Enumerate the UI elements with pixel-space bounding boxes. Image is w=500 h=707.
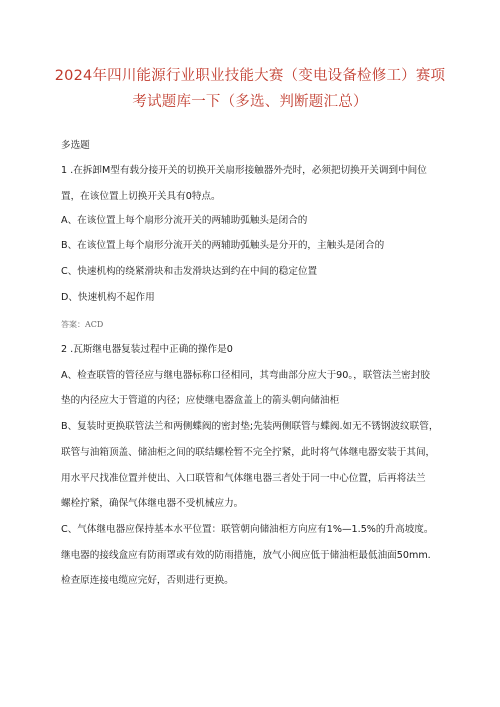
document-title-line-2: 考试题库一下（多选、判断题汇总） [132,94,368,110]
question-2-option-b-line-4: 螺栓拧紧，确保气体继电器不受机械应力。 [61,498,244,509]
question-2-option-b-line-3: 用水平尺找准位置并使出、入口联管和气体继电器三者处于同一中心位置，后再将法兰 [61,473,426,484]
section-heading: 多选题 [61,140,90,151]
question-1-answer: 答案：ACD [61,320,104,329]
question-2-option-b-line-1: B、复装时更换联管法兰和两侧蝶阀的密封垫;先装两侧联管与蝶阀.如无不锈钢波纹联管， [61,421,439,432]
question-2-option-a-line-1: A、检查联管的管径应与继电器标称口径相同，其弯曲部分应大于90。，联管法兰密封胶 [61,370,430,381]
question-2-option-b-line-2: 联管与油箱顶盖、储油柜之间的联结螺栓暂不完全拧紧，此时将气体继电器安装于其间， [61,447,436,458]
question-1-option-a: A、在该位置上每个扇形分流开关的两辅助弧触头是闭合的 [61,215,308,226]
question-2-option-a-line-2: 垫的内径应大于管道的内径；应使继电器盒盖上的箭头朝向储油柜 [61,395,340,406]
document-title-line-1: 2024年四川能源行业职业技能大赛（变电设备检修工）赛项 [54,68,446,84]
question-1-option-b: B、在该位置上每个扇形分流开关的两辅助弧触头是分开的，主触头是闭合的 [61,240,385,251]
question-1-stem-line-2: 置，在该位置上切换开关具有0特点。 [61,191,221,202]
question-2-option-c-line-2: 继电器的接线盒应有防雨罩或有效的防雨措施，放气小阀应低于储油柜最低油面50mm. [61,550,431,561]
question-2-option-c-line-1: C、气体继电器应保持基本水平位置：联管朝向储油柜方向应有1%—1.5%的升高坡度。 [61,524,434,535]
question-1-stem-line-1: 1 .在拆卸M型有载分接开关的切换开关扇形接触器外壳时，必须把切换开关调到中间位 [61,165,427,176]
question-1-option-c: C、快速机构的绕紧滑块和击发滑块达到约在中间的稳定位置 [61,266,318,277]
question-1-option-d: D、快速机构不起作用 [61,292,155,303]
question-2-option-c-line-3: 检查原连接电缆应完好，否则进行更换。 [61,575,234,586]
question-2-stem: 2 .瓦斯继电器复装过程中正确的操作是0 [61,344,233,355]
